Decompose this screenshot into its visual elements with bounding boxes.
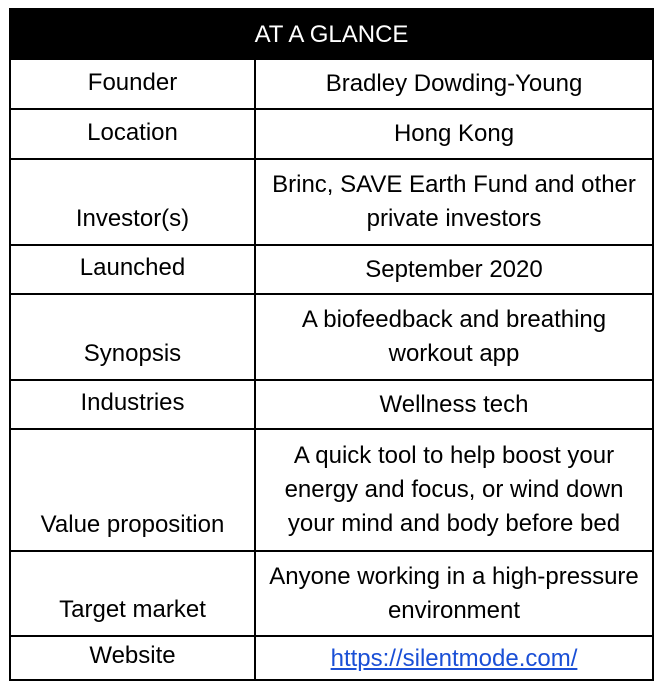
table-row-target-market — [11, 550, 652, 635]
table-row-industries — [11, 379, 652, 428]
row-value: A biofeedback and breathing workout app — [301, 306, 607, 367]
row-label: Website — [11, 637, 256, 681]
row-value: Hong Kong — [393, 120, 515, 147]
row-value: Anyone working in a high-pressure environment — [269, 562, 639, 624]
row-label: Founder — [11, 60, 256, 108]
table-row-value-proposition — [11, 428, 652, 550]
row-label: Industries — [11, 381, 256, 428]
row-label: Synopsis — [11, 295, 256, 379]
row-label: Location — [11, 110, 256, 158]
website-link[interactable]: https://silentmode.com/ — [330, 645, 578, 672]
table-row-investors — [11, 158, 652, 244]
row-value: Bradley Dowding-Young — [325, 70, 583, 97]
row-value: Wellness tech — [379, 390, 529, 418]
row-value: A quick tool to help boost your energy and focus, or wind down your mind and body before bed — [284, 442, 624, 537]
row-label: Investor(s) — [11, 160, 256, 244]
info-table — [11, 60, 652, 681]
row-value-cell — [256, 637, 652, 681]
table-row-synopsis — [11, 293, 652, 379]
row-label: Target market — [11, 552, 256, 635]
row-value: Brinc, SAVE Earth Fund and other private investors — [272, 171, 636, 232]
at-a-glance-card — [9, 8, 654, 681]
row-value: September 2020 — [365, 255, 543, 283]
row-label: Value proposition — [11, 430, 256, 550]
table-row-founder — [11, 60, 652, 108]
table-row-location — [11, 108, 652, 158]
row-label: Launched — [11, 246, 256, 293]
table-row-website — [11, 635, 652, 681]
card-title: AT A GLANCE — [11, 10, 652, 60]
table-row-launched — [11, 244, 652, 293]
